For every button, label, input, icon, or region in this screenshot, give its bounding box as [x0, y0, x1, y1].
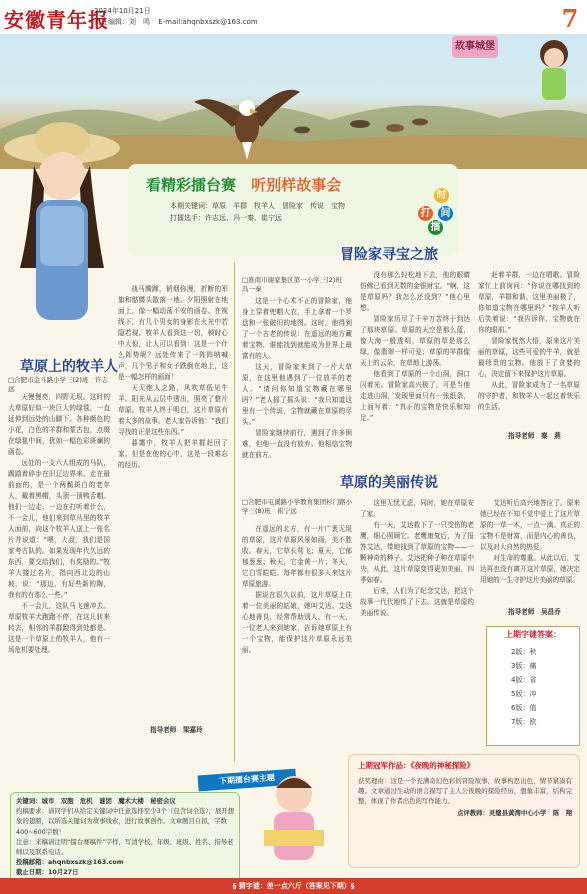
story1-para: 暮霭中，牧羊人把羊群赶回了家。但是在他的心中，这是一段难忘的经历。 — [118, 439, 228, 469]
riddle-answers-box — [486, 626, 580, 746]
answer-item: 4版：省 — [511, 676, 537, 684]
riddle-footer: § 猜字谜：差一点六斤（答案见下期）§ — [0, 878, 587, 894]
story2-column1 — [242, 296, 352, 464]
story2-para: 赶着羊群，一边在唱歌。冒险家忙上前询问：“你说在哪找到的草原，羊群和谐，这里美丽极了，你知道宝物在哪里吗？”牧羊人听后笑着说：“我告诉你，宝物就在你的眼前。” — [478, 271, 580, 334]
story1-para: 战马腾蹄，销烟弥漫，折断的军旗和骷髅头散落一地。夕阳照射在地面上，像一幅动荡不安的画卷。在视线下，有几个男女的身影在火光中若隐若现。牧羊人看到这一切，顿时心中大惊，让人可以看到：这是一个什么阵势呢？远处传来了一阵阵呐喊声，几个男子和女子跌倒在地上，这是一幅怎样的画面！ — [118, 285, 228, 381]
champion-reason: 获奖理由：这是一个充满奇幻色彩的冒险故事，故事构思出色，情节紧凑有趣。文章通过生动的语言描写了主人公夜晚的探险经历，想象丰富，结构完整，体现了作者出色的写作能力。 — [358, 777, 572, 805]
next-topic-deadline: 截止日期：10月27日 — [16, 868, 79, 877]
kids-reading-illustration — [244, 760, 344, 870]
next-topic-email: 投稿邮箱：ahqnbxszk@163.com — [16, 858, 124, 867]
editor-name: 责任编辑：刘 鸣 — [94, 18, 150, 26]
story1-para: 不一会儿，这队马飞速冲去。草原牧羊犬跑跑不停，在这儿转来转去，相邻的羊群跑得到处都是。这是一个草原上的牧羊人，他有一场危机要处理。 — [8, 602, 110, 654]
champion-title: 上期冠军作品：《夜晚的神秘探险》 — [358, 761, 475, 770]
story1-byline: □合肥市金斗路小学三(2)班 许志远 — [8, 376, 108, 393]
column-divider — [234, 262, 235, 762]
story2-para: 冒险家恍然大悟，原来这片美丽的草原，这些可爱的牛羊，就是最珍贵的宝物。他放下了贪婪的心，决定留下来保护这片草原。 — [478, 337, 580, 378]
story1-teacher: 指导老师 梁嘉玲 — [150, 726, 203, 734]
story3-column2 — [360, 498, 474, 746]
next-topic-note: 注意：来稿请注明“擂台赛稿件”字样，写清学校、年级、班级、姓名、指导老师以及联系电话。 — [16, 837, 234, 857]
story1-para: 远处的一支六人组成的马队，踢踏着碎步在旧辽边界来。走在最前面的，是一个两鬓斑白的老年人，戴着黑帽，头顶一顶鸭舌帽。他们一边走，一边在打听着什么，不一会儿，他们来到草丛里的牧羊人面前，向这个牧羊人送上一张名片并说道：“喂，大叔，我们是国家考古队的。如果发现年代久远的东西，要交给我们，有奖励的。”牧羊人接过名片，指向西北边的山坡，说：“那边，有好些新的陶，我有的有那么一些。” — [8, 459, 110, 599]
story3-para: 有一天，艾达救下了一只受伤的老鹰，细心照顾它。老鹰康复后，为了报答艾达，带她找到了草原的宝物——一颗神奇的种子。艾达把种子种在草原中央，从此，这片草原变得更加美丽，四季如春。 — [360, 521, 474, 584]
story2-para: 从此，冒险家成为了一名草原的守护者，和牧羊人一起过着快乐的生活。 — [478, 381, 580, 411]
story3-byline: □合肥市屯溪路小学教育集团杉门路小学三(8)班 崔宁远 — [242, 498, 353, 515]
issue-date: 2024年10月21日 — [94, 7, 151, 15]
eagle-illustration — [192, 72, 302, 169]
answer-item: 7版：欧 — [511, 718, 537, 726]
story2-teacher: 指导老师 秦 燕 — [508, 432, 561, 440]
contest-time-badge — [418, 188, 452, 236]
newspaper-logo: 安徽青年报 — [4, 8, 109, 32]
badge-char-3: 时 — [434, 188, 449, 203]
answer-item: 2版：秋 — [511, 648, 537, 656]
story2-para: 冒险家历尽了千辛万苦终于到达了那块草原。草原的天空是那么蓝，像大海一般透明，草原的草是那么绿，像翡翠一样可爱；草原的羊群像天上的云朵，在草地上游荡。 — [360, 315, 470, 367]
story2-column2 — [360, 270, 470, 460]
story1-para: 天无绝人之路，风吹草低见牛羊。阳光从云层中透出，照亮了整片草原。牧羊人终于明白，这片草原有着太多的故事。老人家告诉他：“我们寻找的正是这些东西。” — [118, 384, 228, 436]
story3-title: 草原的美丽传说 — [340, 475, 438, 491]
story3-column3 — [480, 498, 580, 604]
story1-column2 — [118, 284, 228, 684]
issue-credits — [170, 200, 345, 224]
headline-right: 听别样故事会 — [251, 176, 342, 194]
story3-para: 这里无忧无虑，同时，她在草原安了家。 — [360, 499, 474, 518]
story2-para: 他看到了草原的一个山洞，洞口闪着光。冒险家高兴极了，可是当他走进山洞，发现里面只有一张纸条，上面写着：“真正的宝物是快乐和知足。” — [360, 370, 470, 422]
girl-cartoon — [524, 34, 584, 114]
badge-char-2: 擂 — [428, 220, 443, 235]
story2-para: 没有那么轻松地下去，他的眼睛仿佛已看到无数的金银财宝。“啊，这是草原吗？我怎么还没到？”他心里想。 — [360, 271, 470, 312]
headline — [146, 174, 341, 195]
badge-char-1: 打 — [418, 206, 433, 221]
story3-para: 后来，人们为了纪念艾达，把这个故事一代代地传了下去。这就是草原的美丽传说。 — [360, 587, 474, 617]
story1-column1 — [8, 392, 110, 724]
masthead-meta — [94, 6, 258, 28]
champion-judge: 点评教师：灵璧县黄湾中心小学 陈 翔 — [456, 809, 572, 817]
champion-text — [358, 776, 572, 818]
answer-item: 6版：值 — [511, 704, 537, 712]
masthead — [0, 0, 587, 34]
story2-para: 这是一个心术不正的冒险家，他身上穿着兜帽大衣，手上拿着一个罗盘和一张破旧的地图。这时，他得到了一个古老的传说：在遥远的地方藏着宝物，谁能找到就能成为世界上最富有的人。 — [242, 297, 352, 360]
next-topic-tag: 下期擂台赛主题 — [198, 769, 297, 792]
next-topic-keywords: 关键词：城市 双胞 危机 谜团 魔术大楼 秘密会议 — [16, 797, 176, 805]
story1-para: 天慢慢亮，四野无垠。这时的大草原好似一块巨大的绿毯，一直延伸到远处的山脚下。各种颜色的小花，白色的羊群和蒙古包，点缀在绿毯中间，犹如一幅色彩斑斓的画卷。 — [8, 393, 110, 456]
editor-line — [94, 17, 258, 28]
page-number: 7 — [561, 4, 579, 33]
editor-email: E-mail:ahqnbxszk@163.com — [158, 18, 258, 26]
story1-title: 草原上的牧羊人 — [20, 359, 118, 375]
next-topic-requirements: 约稿要求：请同学们从给定关键词中任意选择至少3个（包含词全选），展开想象的翅膀，以所选关键词为故事线索，进行故事创作。文章题目自拟，字数400~600字数！ — [16, 807, 235, 836]
players-line: 打擂选手：许志远、冯一秦、崔宁远 — [170, 214, 282, 222]
riddle-answers-list — [511, 645, 536, 729]
story3-column1 — [242, 524, 352, 746]
story3-para: 在遥远的北方，有一片广袤无垠的草原，这片草原风景如画，美不胜收。春天，它草长莺飞；夏天，它郁郁葱葱；秋天，它金黄一片；冬天，它白雪皑皑。每年都有很多人来这片草原旅游。 — [242, 525, 352, 588]
story3-para: 艾达听后高兴地答应了。原来她已经在不知不觉中爱上了这片草原的一草一木，一点一滴。真正的宝物不是财富，而是内心的善良，以及对大自然的热爱。 — [480, 499, 580, 551]
story2-para: 这天，冒险家来到了一片大草原，在这里他遇到了一位放羊的老人。“请问你知道宝物藏在哪里吗？”老人摇了摇头说：“我只知道这里有一个传说，宝物就藏在草原的尽头。” — [242, 363, 352, 426]
headline-left: 看精彩擂台赛 — [146, 176, 237, 194]
castle-badge: 故事城堡 — [452, 36, 498, 58]
keywords-line: 本期关键词：草原 羊群 牧羊人 冒险家 传说 宝物 — [170, 202, 345, 210]
story3-teacher: 指导老师 吴昌乔 — [508, 608, 561, 616]
riddle-answers-title: 上期字谜答案： — [505, 630, 561, 639]
story2-title: 冒险家寻宝之旅 — [340, 247, 438, 263]
badge-char-4: 间 — [438, 206, 453, 221]
story2-para: 冒险家继续前行，遇到了许多困难，但他一直没有放弃。他相信宝物就在前方。 — [242, 429, 352, 459]
answer-item: 5版：冲 — [511, 690, 537, 698]
girl-with-hat-illustration — [0, 118, 130, 338]
story2-column3 — [478, 270, 580, 420]
story3-para: 对生命的尊重。从此以后，艾达再也没有离开这片草原，她决定用她的一生守护这片美丽的草原。 — [480, 554, 580, 584]
next-topic-text — [16, 796, 236, 878]
story2-byline: □淮南市谢家集区第一小学三(2)班 冯一秦 — [242, 276, 349, 293]
answer-item: 3版：痛 — [511, 662, 537, 670]
story3-para: 据说在很久以前，这片草原上住着一位美丽的姑娘，她叫艾达。艾达心地善良，经常帮助别人。有一天，一位老人来到她家，告诉她草原上有一个宝物，能保护这片草原永远美丽。 — [242, 591, 352, 654]
